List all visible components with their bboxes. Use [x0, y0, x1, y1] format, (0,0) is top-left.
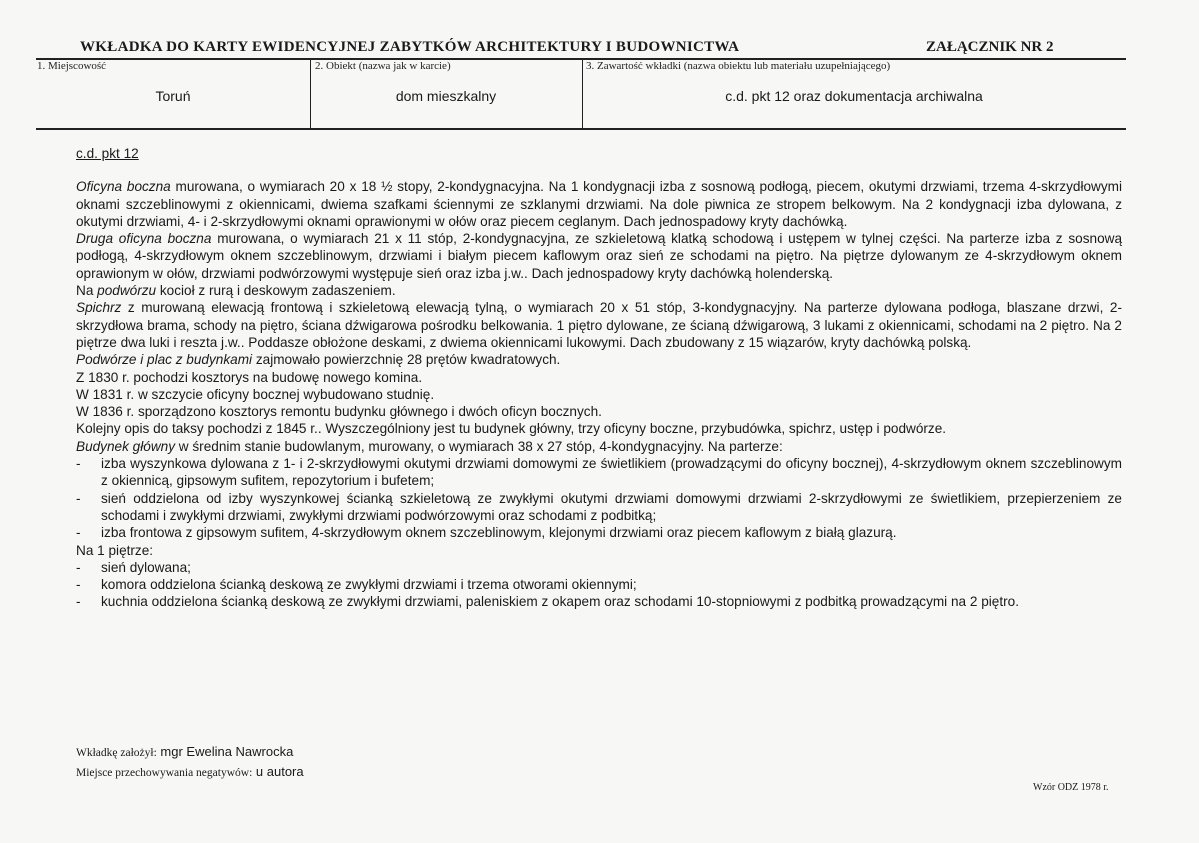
list-item-text: sień dylowana;: [101, 559, 191, 575]
list-dash: -: [76, 490, 81, 506]
paragraph-oficyna: [76, 178, 1122, 230]
paragraph-podworze: [76, 282, 1122, 299]
paragraph-1836: W 1836 r. sporządzono kosztorys remontu budynku głównego i dwóch oficyn bocznych.: [76, 404, 602, 420]
place-label: 1. Miejscowość: [37, 60, 107, 72]
author-row: [76, 744, 293, 759]
annex-number: ZAŁĄCZNIK NR 2: [926, 39, 1054, 55]
list-item: [76, 593, 1122, 610]
list-item: [76, 576, 1122, 593]
paragraph-druga-oficyna: [76, 230, 1122, 282]
text-podworze-b: kocioł z rurą i deskowym zadaszeniem.: [156, 283, 396, 299]
list-item: [76, 559, 1122, 576]
paragraph-1831: W 1831 r. w szczycie oficyny bocznej wybudowano studnię.: [76, 386, 435, 402]
paragraph-1830: Z 1830 r. pochodzi kosztorys na budowę nowego komina.: [76, 369, 423, 385]
object-value: dom mieszkalny: [395, 88, 497, 104]
list-dash: -: [76, 525, 81, 541]
list-dash: -: [76, 577, 81, 593]
list-item: [76, 455, 1122, 490]
table-bottom-line: [36, 128, 1126, 130]
section-heading: c.d. pkt 12: [76, 146, 139, 161]
text-spichrz: z murowaną elewacją frontową i szkieletową elewacją tylną, o wymiarach 20 x 51 stóp, 3-kondygnacyjny. Na parterze dylowana podłoga, blaszane drzwi, 2-skrzydłowa brama, schody na piętro, ściana dźwigarowa pośrodku belkowania. 1 piętro dylowane, ze ścianą dźwigarową, 3 lukami z okiennicami, schodami na 2 piętro. Na 2 piętrze dwa luki i reszta j.w.. Poddasze obłożone deskami, z dwiema okiennicami lukowymi. Dach zbudowany z 15 wiązarów, kryty dachówką polską.: [76, 300, 1122, 350]
list-item-text: sień oddzielona od izby wyszynkowej ścianką szkieletową ze zwykłymi okutymi drzwiami domowymi drzwiami 2-skrzydłowymi ze świetlikiem, przepierzeniem ze schodami i zwykłymi drzwiami, zwykłymi drzwiami podwórzowymi oraz schodami z podbitką;: [101, 490, 1122, 523]
term-budynek: Budynek główny: [76, 438, 175, 454]
content-value: c.d. pkt 12 oraz dokumentacja archiwalna: [725, 88, 983, 104]
list-item: [76, 490, 1122, 525]
paragraph-budynek: [76, 438, 1122, 455]
text-plac: zajmowało powierzchnię 28 prętów kwadratowych.: [252, 352, 561, 368]
list-item: [76, 524, 1122, 541]
form-title: WKŁADKA DO KARTY EWIDENCYJNEJ ZABYTKÓW ARCHITEKTURY I BUDOWNICTWA: [80, 39, 740, 55]
list-item-text: kuchnia oddzielona ścianką deskową ze zwykłymi drzwiami, paleniskiem z okapem oraz schodami 10-stopniowymi z podbitką prowadzącymi na 2 piętro.: [101, 594, 1019, 610]
content-label: 3. Zawartość wkładki (nazwa obiektu lub materiału uzupełniającego): [586, 60, 891, 72]
list-dash: -: [76, 559, 81, 575]
list-item-text: izba wyszynkowa dylowana z 1- i 2-skrzydłowymi okutymi drzwiami domowymi ze świetlikiem (prowadzącymi do oficyny bocznej), 4-skrzydłowym oknem szczeblinowym z okiennicą, gipsowym sufitem, repozytorium i bufetem;: [101, 456, 1122, 489]
paragraph-plac: [76, 351, 1122, 368]
place-value: Toruń: [155, 88, 191, 104]
storage-row: [76, 764, 304, 779]
list-item-text: izba frontowa z gipsowym sufitem, 4-skrzydłowym oknem szczeblinowym, klejonymi drzwiami oraz piecem kaflowym z białą glazurą.: [101, 525, 897, 541]
table-top-line: [36, 58, 1126, 60]
first-floor-label: Na 1 piętrze:: [76, 542, 154, 558]
paragraph-1845: Kolejny opis do taksy pochodzi z 1845 r.. Wyszczególniony jest tu budynek główny, trzy oficyny boczne, przybudówka, spichrz, ustęp i podwórze.: [76, 421, 947, 437]
list-dash: -: [76, 594, 81, 610]
term-druga-oficyna: Druga oficyna boczna: [76, 231, 212, 247]
form-pattern: Wzór ODZ 1978 r.: [1033, 782, 1109, 793]
author-value: mgr Ewelina Nawrocka: [160, 744, 294, 759]
object-label: 2. Obiekt (nazwa jak w karcie): [315, 60, 451, 72]
storage-label: Miejsce przechowywania negatywów:: [76, 767, 253, 779]
text-druga-oficyna: murowana, o wymiarach 21 x 11 stóp, 2-kondygnacyjna, ze szkieletową klatką schodową i ustępem w tylnej części. Na parterze izba z sosnową podłogą, 4-skrzydłowym oknem szczeblinowym, drzwiami i białym piecem kaflowym oraz sień ze schodami na piętro. Na piętrze dylowanym ze 4-skrzydłowym oknem oprawionym w ołów, drzwiami podwórzowymi występuje sień oraz izba j.w.. Dach jednospadowy kryty dachówką holenderską.: [76, 231, 1123, 281]
text-podworze-a: Na: [76, 283, 98, 299]
term-plac: Podwórze i plac z budynkami: [76, 352, 253, 368]
document-body: [76, 145, 1122, 611]
paragraph-spichrz: [76, 299, 1122, 351]
term-spichrz: Spichrz: [76, 300, 122, 316]
list-item-text: komora oddzielona ścianką deskową ze zwykłymi drzwiami i trzema otworami okiennymi;: [101, 577, 637, 593]
list-dash: -: [76, 456, 81, 472]
term-podworze: podwórzu: [97, 283, 157, 299]
text-budynek: w średnim stanie budowlanym, murowany, o wymiarach 38 x 27 stóp, 4-kondygnacyjny. Na parterze:: [175, 438, 783, 454]
author-label: Wkładkę założył:: [76, 747, 157, 759]
text-oficyna: murowana, o wymiarach 20 x 18 ½ stopy, 2-kondygnacyjna. Na 1 kondygnacji izba z sosnową podłogą, piecem, okutymi drzwiami, trzema 4-skrzydłowymi oknami szczeblinowymi z okiennicami, dwiema szafkami ściennymi ze szklanymi drzwiami. Na dole piwnica ze stropem belkowym. Na 2 kondygnacji izba dylowana, z okutymi drzwiami, 4- i 2-skrzydłowymi oknami oprawionymi w ołów oraz piecem ceglanym. Dach jednospadowy kryty dachówką.: [76, 179, 1122, 229]
storage-value: u autora: [255, 764, 304, 779]
term-oficyna: Oficyna boczna: [76, 179, 171, 195]
